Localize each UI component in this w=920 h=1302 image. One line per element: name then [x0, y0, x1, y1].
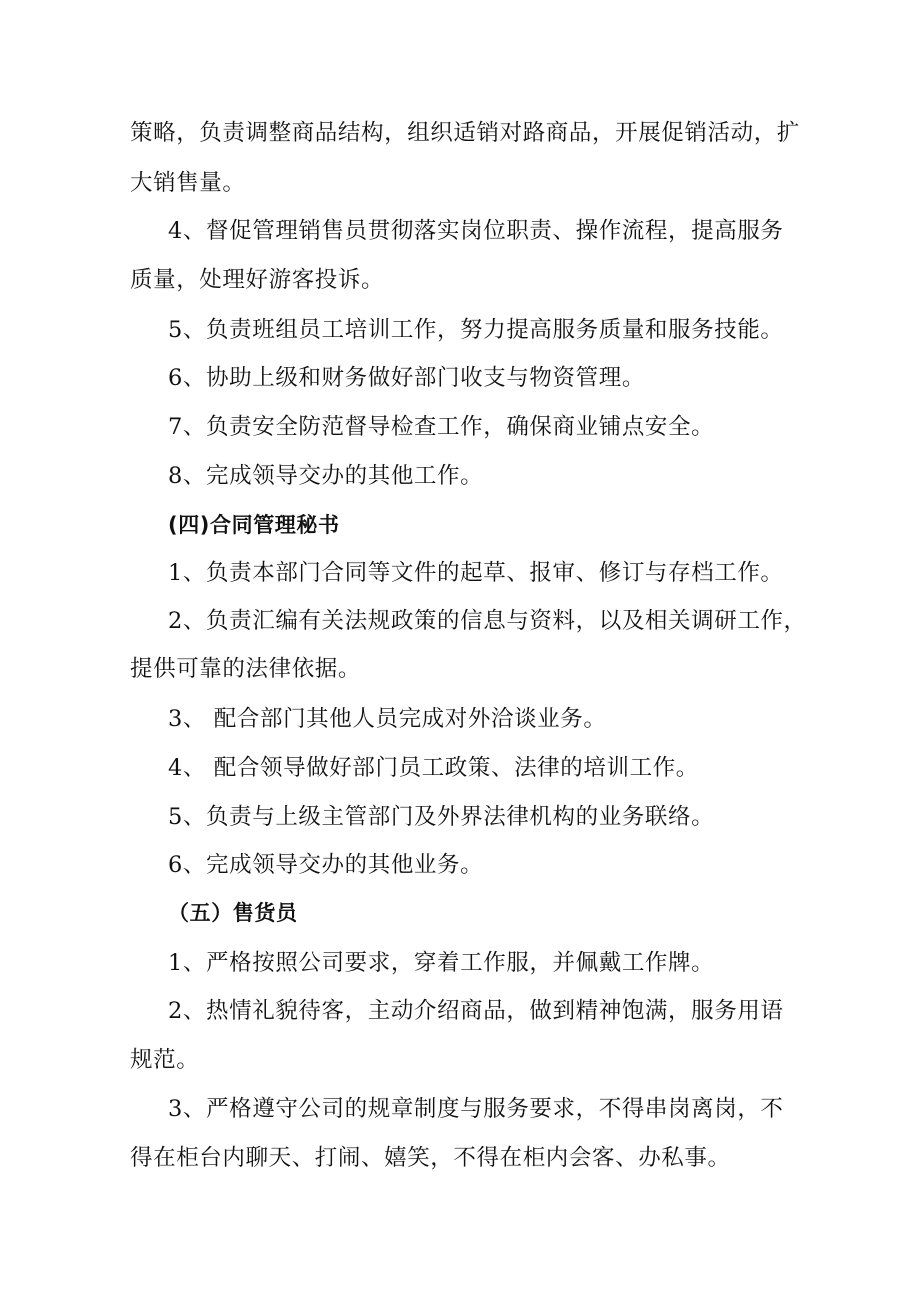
list-item-line: 1、严格按照公司要求，穿着工作服，并佩戴工作牌。 — [168, 950, 715, 976]
list-item-line: 6、完成领导交办的其他业务。 — [168, 852, 484, 878]
paragraph-line: 提供可靠的法律依据。 — [130, 656, 362, 682]
list-item-line: 2、负责汇编有关法规政策的信息与资料，以及相关调研工作， — [168, 608, 807, 634]
paragraph-line: 大销售量。 — [130, 170, 246, 196]
list-item-line: 4、督促管理销售员贯彻落实岗位职责、操作流程，提高服务 — [168, 218, 784, 244]
list-item-line: 1、负责本部门合同等文件的起草、报审、修订与存档工作。 — [168, 560, 784, 586]
section-heading: (四)合同管理秘书 — [168, 513, 340, 537]
list-item-line: 3、严格遵守公司的规章制度与服务要求，不得串岗离岗，不 — [168, 1096, 784, 1122]
list-item-line: 3、 配合部门其他人员完成对外洽谈业务。 — [168, 706, 607, 732]
list-item-line: 4、 配合领导做好部门员工政策、法律的培训工作。 — [168, 755, 699, 781]
paragraph-line: 规范。 — [130, 1047, 200, 1073]
list-item-line: 7、负责安全防范督导检查工作，确保商业铺点安全。 — [168, 414, 715, 440]
section-heading: （五）售货员 — [168, 901, 298, 925]
paragraph-line: 策略，负责调整商品结构，组织适销对路商品，开展促销活动，扩 — [130, 120, 800, 146]
list-item-line: 8、完成领导交办的其他工作。 — [168, 463, 484, 489]
list-item-line: 2、热情礼貌待客，主动介绍商品，做到精神饱满，服务用语 — [168, 998, 784, 1024]
list-item-line: 5、负责与上级主管部门及外界法律机构的业务联络。 — [168, 804, 715, 830]
paragraph-line: 得在柜台内聊天、打闹、嬉笑，不得在柜内会客、办私事。 — [130, 1145, 731, 1171]
list-item-line: 5、负责班组员工培训工作，努力提高服务质量和服务技能。 — [168, 317, 784, 343]
paragraph-line: 质量，处理好游客投诉。 — [130, 267, 385, 293]
list-item-line: 6、协助上级和财务做好部门收支与物资管理。 — [168, 365, 645, 391]
